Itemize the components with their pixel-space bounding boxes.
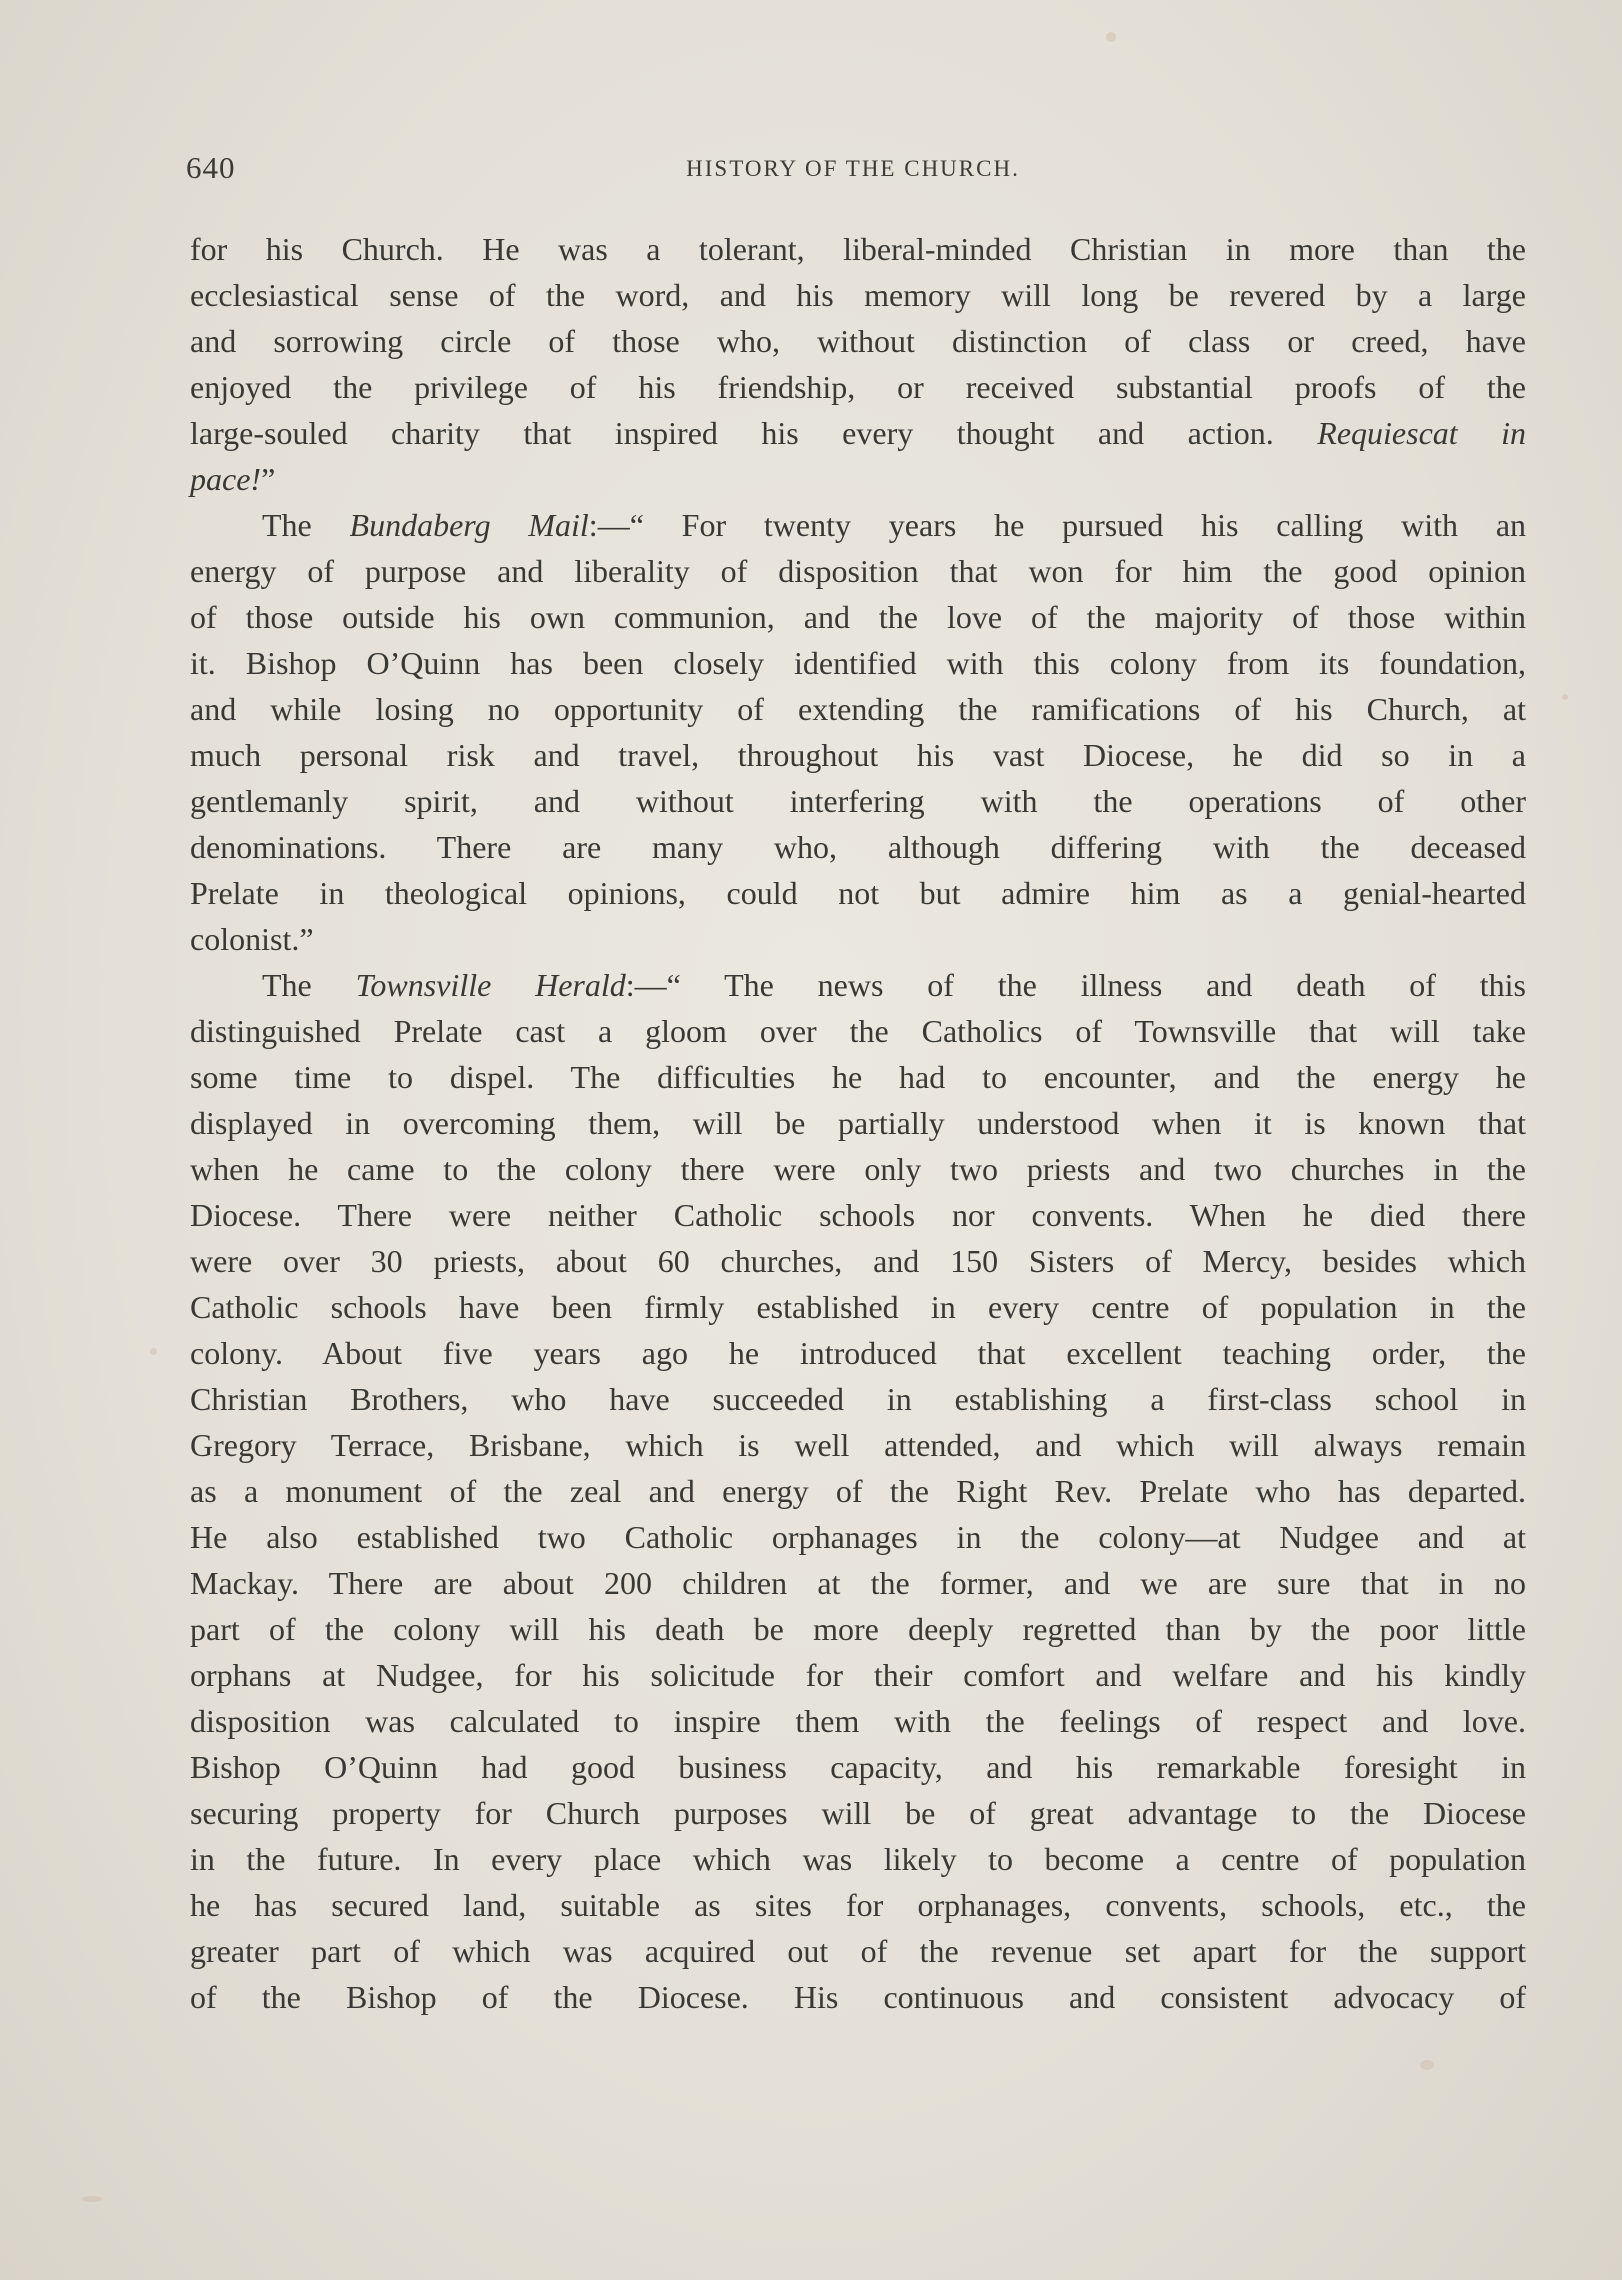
text-line xyxy=(190,962,1526,1008)
text-line: he has secured land, suitable as sites for orphanages, convents, schools, etc., the xyxy=(190,1887,1526,1923)
text-line: of the Bishop of the Diocese. His continuous and consistent advocacy of xyxy=(190,1979,1526,2015)
paragraph-2 xyxy=(190,502,1526,962)
newspaper-name: Bundaberg Mail xyxy=(349,507,589,543)
text-line: enjoyed the privilege of his friendship, or received substantial proofs of the xyxy=(190,369,1526,405)
text-line: orphans at Nudgee, for his solicitude for their comfort and welfare and his kindly xyxy=(190,1657,1526,1693)
text-line: securing property for Church purposes will be of great advantage to the Diocese xyxy=(190,1795,1526,1831)
text-line: displayed in overcoming them, will be partially understood when it is known that xyxy=(190,1105,1526,1141)
page-number: 640 xyxy=(186,150,236,185)
text-line: it. Bishop O’Quinn has been closely identified with this colony from its foundation, xyxy=(190,645,1526,681)
paper-stain xyxy=(82,2196,102,2202)
text-line: as a monument of the zeal and energy of the Right Rev. Prelate who has departed. xyxy=(190,1473,1526,1509)
text-line: Prelate in theological opinions, could not but admire him as a genial-hearted xyxy=(190,875,1526,911)
paper-stain xyxy=(150,1348,157,1355)
text-line: part of the colony will his death be more deeply regretted than by the poor little xyxy=(190,1611,1526,1647)
text-line: when he came to the colony there were only two priests and two churches in the xyxy=(190,1151,1526,1187)
text-line: and while losing no opportunity of extending the ramifications of his Church, at xyxy=(190,691,1526,727)
text-line: denominations. There are many who, although differing with the deceased xyxy=(190,829,1526,865)
text-line: colonist.” xyxy=(190,921,314,957)
text-segment: :—“ The news of the illness and death of this xyxy=(625,967,1527,1003)
paragraph-3 xyxy=(190,962,1526,2020)
text-line: and sorrowing circle of those who, without distinction of class or creed, have xyxy=(190,323,1526,359)
text-line: He also established two Catholic orphanages in the colony—at Nudgee and at xyxy=(190,1519,1526,1555)
text-line xyxy=(190,410,1526,456)
text-line: Bishop O’Quinn had good business capacity, and his remarkable foresight in xyxy=(190,1749,1526,1785)
text-line: some time to dispel. The difficulties he had to encounter, and the energy he xyxy=(190,1059,1526,1095)
text-line: ecclesiastical sense of the word, and his memory will long be revered by a large xyxy=(190,277,1526,313)
text-line: Gregory Terrace, Brisbane, which is well attended, and which will always remain xyxy=(190,1427,1526,1463)
text-line: Mackay. There are about 200 children at the former, and we are sure that in no xyxy=(190,1565,1526,1601)
running-title: HISTORY OF THE CHURCH. xyxy=(686,156,1020,181)
text-line xyxy=(190,502,1526,548)
text-line: disposition was calculated to inspire them with the feelings of respect and love. xyxy=(190,1703,1526,1739)
italic-phrase: Requiescat in xyxy=(1317,415,1527,451)
text-line: distinguished Prelate cast a gloom over the Catholics of Townsville that will take xyxy=(190,1013,1526,1049)
text-line: in the future. In every place which was likely to become a centre of population xyxy=(190,1841,1526,1877)
text-line: were over 30 priests, about 60 churches, and 150 Sisters of Mercy, besides which xyxy=(190,1243,1526,1279)
page-header xyxy=(186,150,1520,200)
paper-stain xyxy=(1420,2060,1434,2070)
text-line: of those outside his own communion, and the love of the majority of those within xyxy=(190,599,1526,635)
text-line: Diocese. There were neither Catholic schools nor convents. When he died there xyxy=(190,1197,1526,1233)
paper-stain xyxy=(1562,694,1568,700)
text-line: for his Church. He was a tolerant, liberal-minded Christian in more than the xyxy=(190,231,1526,267)
italic-phrase: pace! xyxy=(190,461,262,497)
text-segment: The xyxy=(262,967,312,1003)
text-line: much personal risk and travel, throughout his vast Diocese, he did so in a xyxy=(190,737,1526,773)
paper-stain xyxy=(1106,32,1116,42)
body-text xyxy=(190,226,1526,2020)
text-line: gentlemanly spirit, and without interfering with the operations of other xyxy=(190,783,1526,819)
text-segment: :—“ For twenty years he pursued his calling with an xyxy=(588,507,1527,543)
text-line: Christian Brothers, who have succeeded in establishing a first-class school in xyxy=(190,1381,1526,1417)
text-segment: large-souled charity that inspired his every thought and action. xyxy=(190,415,1274,451)
text-line xyxy=(190,456,1526,502)
text-segment: The xyxy=(262,507,312,543)
paragraph-1 xyxy=(190,226,1526,502)
text-line: colony. About five years ago he introduced that excellent teaching order, the xyxy=(190,1335,1526,1371)
text-line: energy of purpose and liberality of disposition that won for him the good opinion xyxy=(190,553,1526,589)
text-line: Catholic schools have been firmly established in every centre of population in the xyxy=(190,1289,1526,1325)
closing-quote: ” xyxy=(261,461,276,497)
newspaper-name: Townsville Herald xyxy=(355,967,626,1003)
text-line: greater part of which was acquired out of the revenue set apart for the support xyxy=(190,1933,1526,1969)
